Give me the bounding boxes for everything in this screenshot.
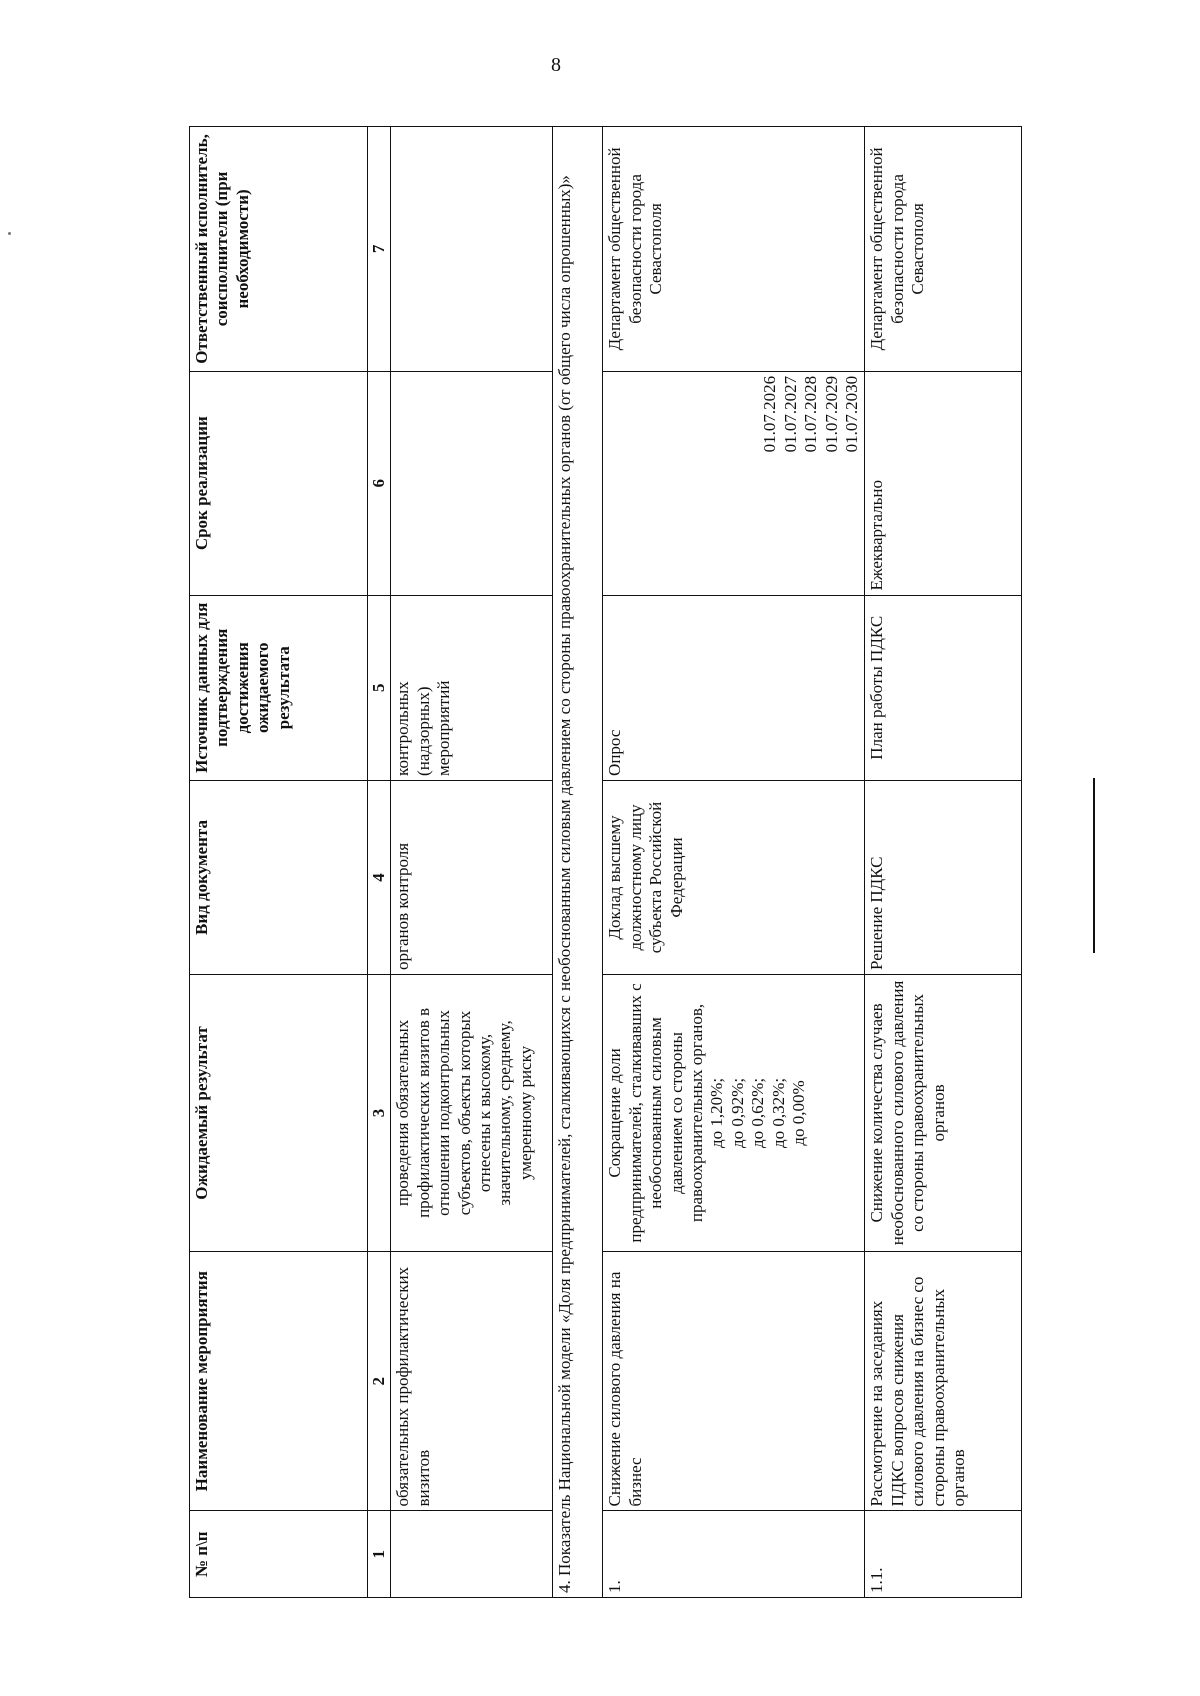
cell-name: обязательных профилактических визитов: [391, 1251, 553, 1511]
cell-responsible: [391, 127, 553, 372]
header-responsible: Ответственный исполнитель, соисполнители (при необходимости): [190, 127, 368, 372]
rotated-table-container: [189, 126, 1061, 1598]
term-date: 01.07.2028: [801, 375, 821, 453]
table-row-1: [603, 127, 865, 1598]
page-number: 8: [551, 54, 561, 76]
column-number: 3: [368, 975, 391, 1252]
section-4-title: 4. Показатель Национальной модели «Доля предпринимателей, сталкивающихся с необоснованным силовым давлением со стороны правоохранительных органов (от общего числа опрошенных)»: [553, 127, 603, 1598]
header-term: Срок реализации: [190, 371, 368, 595]
cell-number: 1.: [603, 1511, 865, 1598]
term-date: 01.07.2029: [821, 375, 841, 453]
cell-document: Решение ПДКС: [865, 780, 1022, 974]
cell-source: контрольных (надзорных) мероприятий: [391, 595, 553, 780]
header-name: Наименование мероприятия: [190, 1251, 368, 1511]
column-number: 7: [368, 127, 391, 372]
column-number: 2: [368, 1251, 391, 1511]
cell-number: [391, 1511, 553, 1598]
column-number-row: [368, 127, 391, 1598]
result-intro: Сокращение доли предпринимателей, сталкивавших с необоснованным силовым давлением со стороны правоохранительных органов,: [605, 983, 706, 1243]
result-target: до 0,00%: [788, 1080, 808, 1146]
term-date: 01.07.2030: [842, 375, 861, 453]
cell-number: 1.1.: [865, 1511, 1022, 1598]
cell-document: органов контроля: [391, 780, 553, 974]
cell-term: [391, 371, 553, 595]
cell-result: [603, 975, 865, 1252]
signature-divider-line: [1093, 778, 1095, 953]
table-row-1-1: [865, 127, 1022, 1598]
result-target: до 0,62%;: [748, 1077, 768, 1148]
cell-source: Опрос: [603, 595, 865, 780]
action-plan-table: [189, 126, 1022, 1598]
section-header-row: [553, 127, 603, 1598]
column-number: 5: [368, 595, 391, 780]
cell-source: План работы ПДКС: [865, 595, 1022, 780]
result-target: до 1,20%;: [707, 1077, 727, 1148]
result-target: до 0,92%;: [727, 1077, 747, 1148]
cell-name: Снижение силового давления на бизнес: [603, 1251, 865, 1511]
header-document: Вид документа: [190, 780, 368, 974]
column-number: 4: [368, 780, 391, 974]
cell-responsible: Департамент общественной безопасности города Севастополя: [865, 127, 1022, 372]
cell-result: проведения обязательных профилактических визитов в отношении подконтрольных субъектов, объекты которых отнесены к высокому, значительному, среднему, умеренному риску: [391, 975, 553, 1252]
result-target: до 0,32%;: [768, 1077, 788, 1148]
scan-speck: [8, 232, 11, 235]
cell-responsible: Департамент общественной безопасности города Севастополя: [603, 127, 865, 372]
header-result: Ожидаемый результат: [190, 975, 368, 1252]
cell-document: Доклад высшему должностному лицу субъекта Российской Федерации: [603, 780, 865, 974]
term-date: 01.07.2027: [780, 375, 800, 453]
cell-name: Рассмотрение на заседаниях ПДКС вопросов снижения силового давления на бизнес со стороны правоохранительных органов: [865, 1251, 1022, 1511]
column-number: 6: [368, 371, 391, 595]
term-date: 01.07.2026: [760, 375, 780, 453]
cell-term: [603, 371, 865, 595]
table-header-row: [190, 127, 368, 1598]
cell-term: Ежеквартально: [865, 371, 1022, 595]
column-number: 1: [368, 1511, 391, 1598]
header-number: № п\п: [190, 1511, 368, 1598]
cell-result: Снижение количества случаев необоснованного силового давления со стороны правоохранительных органов: [865, 975, 1022, 1252]
table-row-continued: [391, 127, 553, 1598]
header-source: Источник данных для подтверждения достижения ожидаемого результата: [190, 595, 368, 780]
